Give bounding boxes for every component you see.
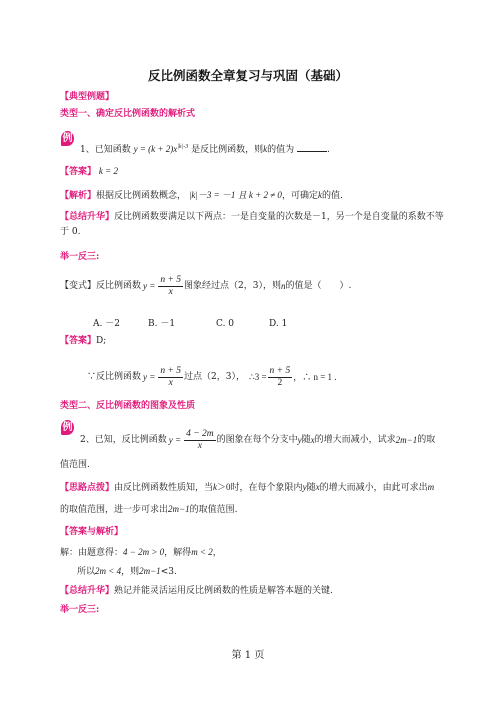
- q1-suffix: 是反比例函数，则: [191, 145, 264, 155]
- analysis-1: 【解析】根据反比例函数概念， |k|－3 = －1 且 k + 2 ≠ 0，可确定k的值.: [60, 190, 343, 201]
- summary-1-line2: 于 0.: [60, 227, 81, 237]
- q1-prefix: 1、已知函数: [80, 145, 131, 155]
- hint-label: 【思路点拨】: [60, 483, 115, 493]
- analysis-1-text: 根据反比例函数概念，: [96, 191, 187, 201]
- hint-line2: 的取值范围，进一步可求出2m−1的取值范围.: [60, 504, 238, 515]
- answer-1: [60, 165, 118, 178]
- solution-line2: 所以2m < 4，则2m−1<3.: [77, 566, 177, 577]
- question-1: 1、已知函数 $y = (k + 2)x^{|k|-3}$ 是反比例函数，则k的值为 .: [80, 144, 330, 155]
- question-2-line2: 值范围.: [60, 460, 90, 470]
- variant-label: 【变式】反比例函数: [60, 281, 142, 291]
- summary-1: [60, 211, 444, 223]
- answer-analysis-label: 【答案与解析】: [60, 527, 124, 537]
- solution-line1: 解：由题意得：4 − 2m > 0，解得m < 2，: [60, 547, 222, 558]
- question-2: 2、已知，反比例函数 y = $\frac{4 - 2m}{x}$ 的图象在每个分支中 y 随 x 的增大而减小，试求 2m−1 的取: [80, 428, 436, 451]
- practice-heading-2: 举一反三:: [60, 605, 100, 615]
- type1-heading: 类型一、确定反比例函数的解析式: [60, 109, 196, 119]
- answer-1-label: 【答案】: [60, 167, 97, 177]
- variant-question: 【变式】反比例函数 y = $\frac{n + 5}{x}$ 图象经过点（2，3），则 n 的值是（ ）.: [60, 274, 352, 297]
- option-c: C. 0: [216, 319, 235, 329]
- fraction-n5-x: $\frac{n + 5}{x}$: [160, 274, 182, 297]
- example-badge-2: 例: [62, 422, 73, 433]
- summary-1-label: 【总结升华】: [60, 212, 115, 222]
- option-b: B. －1: [148, 319, 176, 329]
- analysis-1-condition: |k|－3 = －1 且 k + 2 ≠ 0: [188, 190, 282, 200]
- summary-1-line1: 反比例函数要满足以下两点：一是自变量的次数是－1，另一个是自变量的系数不等: [114, 212, 444, 222]
- answer-2-value: D;: [96, 336, 107, 346]
- summary-2: 【总结升华】熟记并能灵活运用反比例函数的性质是解答本题的关键.: [60, 586, 333, 596]
- option-d: D. 1: [269, 319, 288, 329]
- hint: 【思路点拨】由反比例函数性质知，当k＞0时，在每个象限内y随x的增大而减小，由此可求出m: [60, 482, 435, 493]
- type2-heading: 类型二、反比例函数的图象及性质: [60, 401, 196, 411]
- summary-2-label: 【总结升华】: [60, 586, 115, 596]
- analysis-1-label: 【解析】: [60, 191, 97, 201]
- proof-line: ∵反比例函数 y = $\frac{n + 5}{x}$ 过点（2，3）， ∴3 = $\frac{n + 5}{2}$ ，∴ n = 1 .: [87, 365, 337, 388]
- page-number: 第 1 页: [231, 650, 265, 661]
- answer-2-label: 【答案】: [60, 336, 97, 346]
- q1-suffix2: 的值为: [267, 145, 295, 155]
- q1-formula: $y = (k + 2)x^{|k|-3}$: [133, 144, 189, 154]
- page-title: 反比例函数全章复习与巩固（基础）: [147, 68, 348, 83]
- option-a: A. －2: [93, 319, 120, 329]
- practice-heading-1: 举一反三:: [60, 252, 100, 262]
- answer-2: [60, 335, 106, 347]
- answer-blank: [297, 142, 327, 152]
- section-typical-examples: 【典型例题】: [60, 92, 115, 102]
- answer-1-value: k = 2: [98, 166, 118, 176]
- example-badge-1: 例: [62, 133, 73, 144]
